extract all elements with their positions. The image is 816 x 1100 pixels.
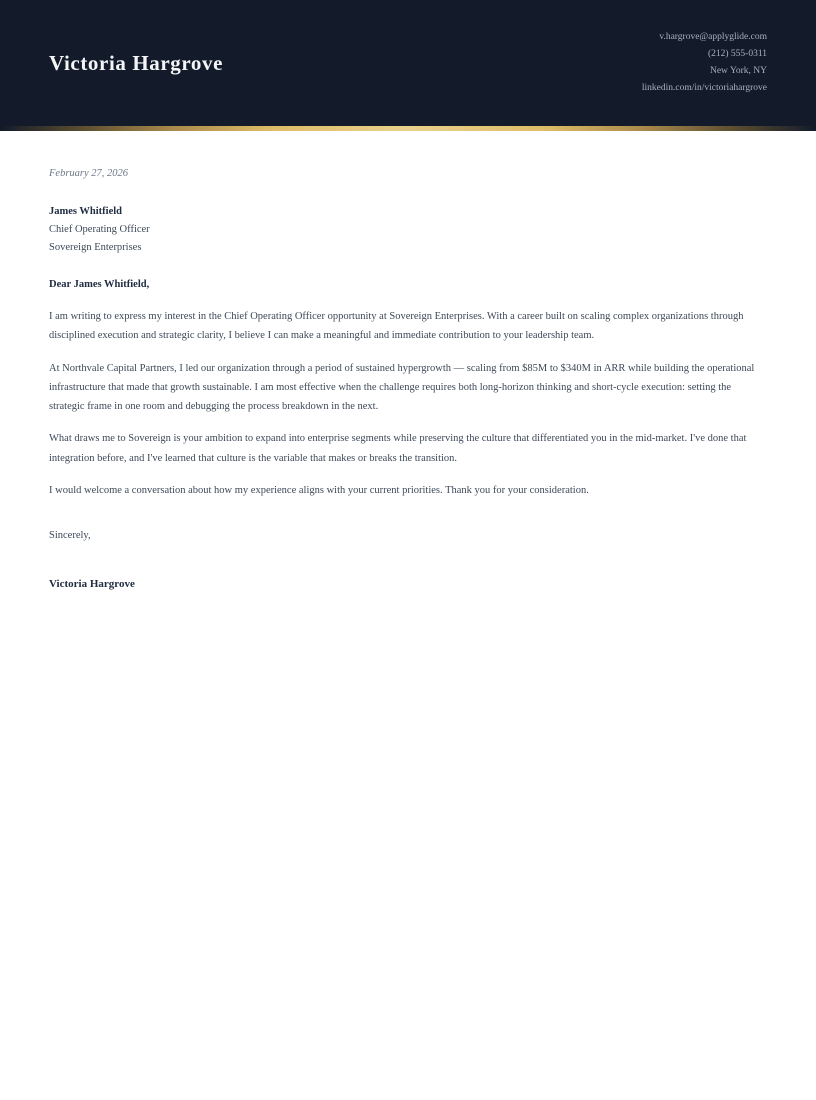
contact-phone: (212) 555-0311 xyxy=(707,49,767,59)
contact-location: New York, NY xyxy=(709,66,767,76)
closing: Sincerely, xyxy=(49,530,91,542)
letter-header xyxy=(0,0,816,126)
letter-body xyxy=(0,131,816,594)
contact-linkedin: linkedin.com/in/victoriahargrove xyxy=(641,83,767,93)
recipient-company: Sovereign Enterprises xyxy=(49,242,142,253)
letter-date: February 27, 2026 xyxy=(49,168,129,179)
paragraph-3: What draws me to Sovereign is your ambition to expand into enterprise segments while preserving the culture that differentiated you in the mid-market. I've done that integration before, and I've learned that culture is the variable that makes or breaks the transition. xyxy=(49,433,747,464)
contact-email: v.hargrove@applyglide.com xyxy=(659,32,767,42)
paragraph-1: I am writing to express my interest in the Chief Operating Officer opportunity at Sovereign Enterprises. With a career built on scaling complex organizations through disciplined execution and strategic clarity, I believe I can make a meaningful and immediate contribution to your leadership team. xyxy=(49,311,744,342)
recipient-name: James Whitfield xyxy=(49,206,123,217)
paragraph-4: I would welcome a conversation about how my experience aligns with your current priorities. Thank you for your consideration. xyxy=(49,485,589,497)
recipient-title: Chief Operating Officer xyxy=(49,224,150,235)
recipient-block xyxy=(49,203,767,257)
contact-info-block xyxy=(642,29,767,97)
salutation: Dear James Whitfield, xyxy=(49,279,150,290)
applicant-name: Victoria Hargrove xyxy=(49,50,224,75)
signature-name: Victoria Hargrove xyxy=(49,578,135,591)
paragraph-2: At Northvale Capital Partners, I led our organization through a period of sustained hypergrowth — scaling from $85M to $340M in ARR while building the operational infrastructure that made that growth sustainable. I am most effective when the challenge requires both long-horizon thinking and short-cycle execution: setting the strategic frame in one room and debugging the process breakdown in the next. xyxy=(49,362,755,413)
